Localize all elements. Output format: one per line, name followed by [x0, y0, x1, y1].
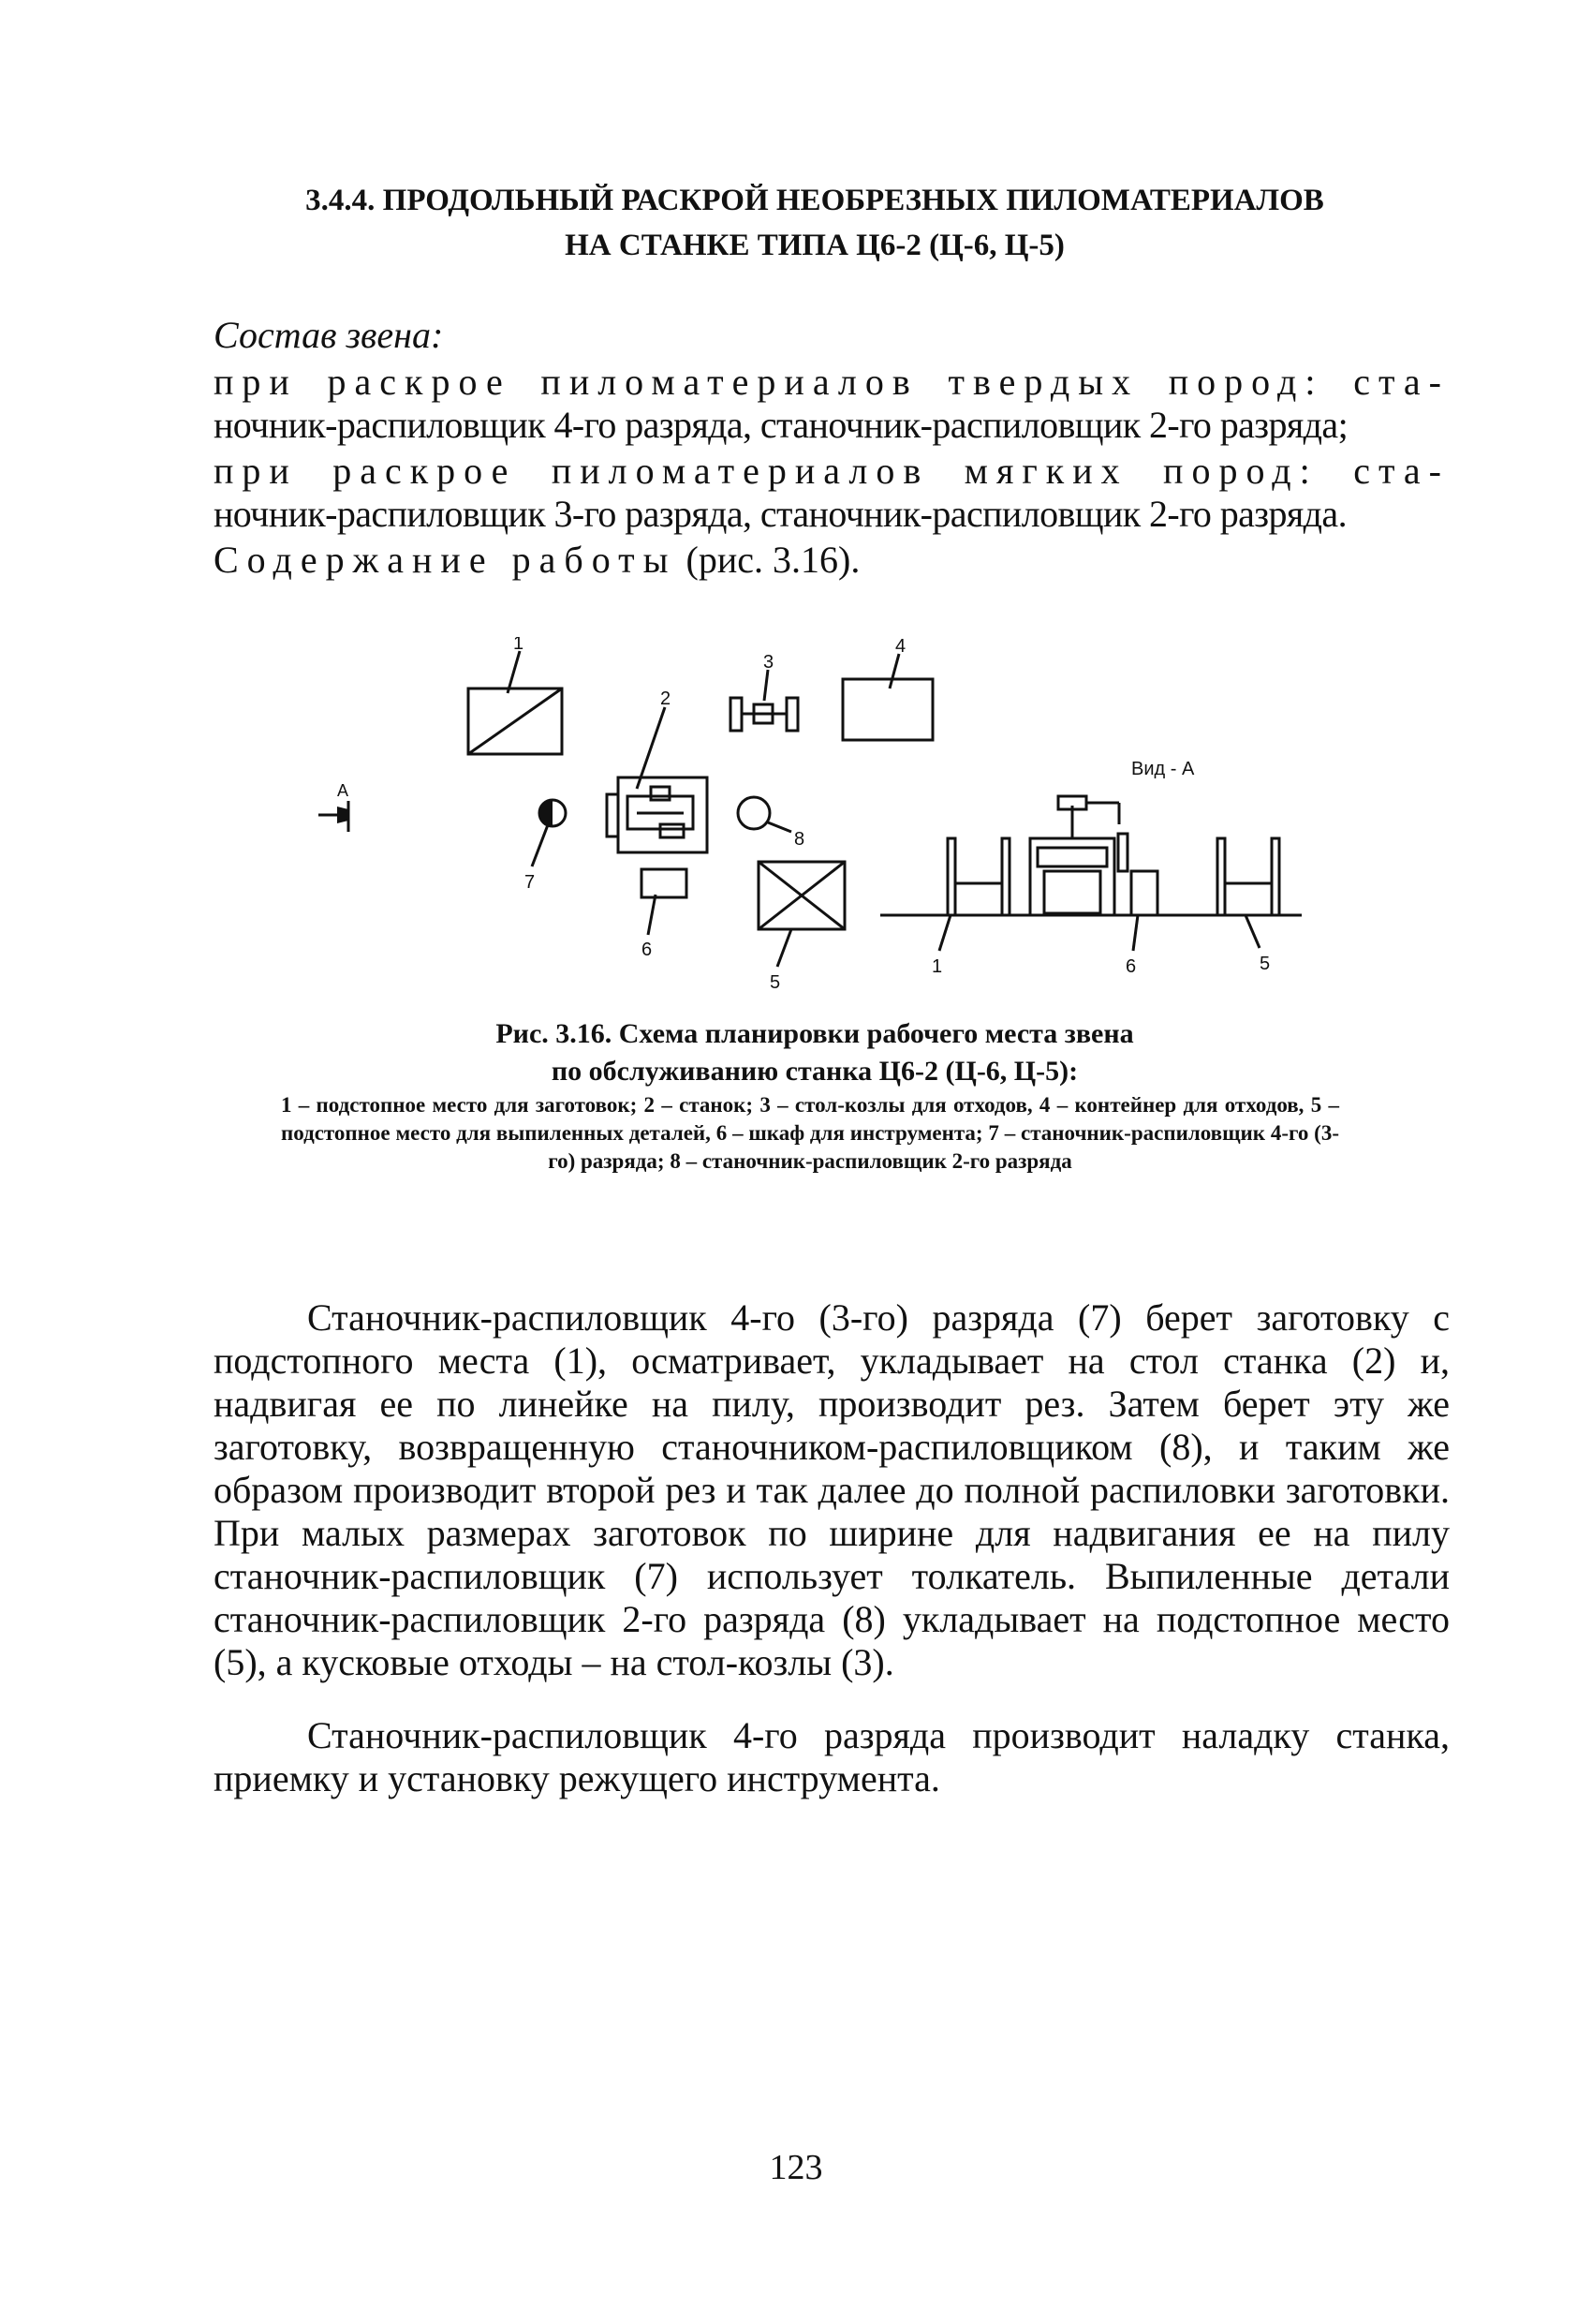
label-view-6: 6	[1126, 956, 1137, 977]
caption-title-line-1: Рис. 3.16. Схема планировки рабочего места звена	[495, 1018, 1134, 1049]
caption-legend: 1 – подстопное место для заготовок; 2 – станок; 3 – стол-козлы для отходов, 4 – контейнер для отходов, 5 – подстопное место для выпиленных деталей, 6 – шкаф для инструмента; 7 – станочник-распиловщик 4-го (3-го) разряда; 8 – станочник-распиловщик 2-го разряда	[281, 1093, 1339, 1173]
section-heading-line-1: 3.4.4. ПРОДОЛЬНЫЙ РАСКРОЙ НЕОБРЕЗНЫХ ПИЛОМАТЕРИАЛОВ	[305, 184, 1324, 217]
section-heading-line-2: НА СТАНКЕ ТИПА Ц6-2 (Ц-6, Ц-5)	[565, 229, 1065, 262]
workplace-layout-figure	[281, 637, 1330, 993]
tool-cabinet-6-shape	[641, 869, 686, 897]
label-1: 1	[513, 637, 524, 654]
crew-label: Состав звена:	[214, 314, 444, 356]
crew-soft-rest: ночник-распиловщик 3-го разряда, станочник-распиловщик 2-го разряда.	[214, 493, 1347, 535]
work-figure-ref: (рис. 3.16).	[676, 539, 861, 581]
sawhorse-table-3-shape	[730, 698, 798, 731]
label-arrow-a: А	[337, 781, 349, 800]
label-8: 8	[794, 829, 805, 850]
stock-place-5-shape	[759, 862, 845, 929]
label-5: 5	[770, 972, 781, 993]
work-label: Содержание работы	[214, 539, 677, 581]
container-4-shape	[843, 679, 933, 740]
machine-2-shape	[607, 777, 707, 852]
body-paragraph-1: Станочник-распиловщик 4-го (3-го) разряда (7) берет заготовку с подстопного места (1), осматривает, укладывает на стол станка (2) и, надвигая ее по линейке на пилу, производит рез. Затем берет эту же заготовку, возвращенную станочником-распиловщиком (8), и таким же образом производит второй рез и так далее до полной распиловки заготовки. При малых размерах заготовок по ширине для надвигания ее на пилу станочник-распиловщик (7) использует толкатель. Выпиленные детали станочник-распиловщик 2-го разряда (8) укладывает на подстопное место (5), а кусковые отходы – на стол-козлы (3).	[214, 1296, 1450, 1683]
label-6: 6	[641, 940, 653, 960]
body-paragraph-2: Станочник-распиловщик 4-го разряда производит наладку станка, приемку и установку режущего инструмента.	[214, 1714, 1450, 1799]
crew-soft-lead: при раскрое пиломатериалов мягких пород: ста-	[214, 450, 1450, 492]
crew-hard-lead: при раскрое пиломатериалов твердых пород: ста-	[214, 361, 1450, 403]
label-view-1: 1	[932, 956, 943, 977]
label-3: 3	[763, 652, 774, 673]
caption-title-line-2: по обслуживанию станка Ц6-2 (Ц-6, Ц-5):	[551, 1056, 1079, 1087]
page-number: 123	[769, 2148, 823, 2187]
label-4: 4	[895, 637, 907, 657]
operator-8-shape	[738, 797, 770, 829]
side-view-cabinet	[1131, 871, 1157, 915]
label-2: 2	[660, 688, 671, 709]
label-view-5: 5	[1260, 954, 1271, 974]
label-7: 7	[524, 872, 536, 893]
label-view-a: Вид - А	[1131, 759, 1195, 779]
crew-hard-rest: ночник-распиловщик 4-го разряда, станочник-распиловщик 2-го разряда;	[214, 404, 1349, 446]
work-heading	[214, 539, 1450, 582]
